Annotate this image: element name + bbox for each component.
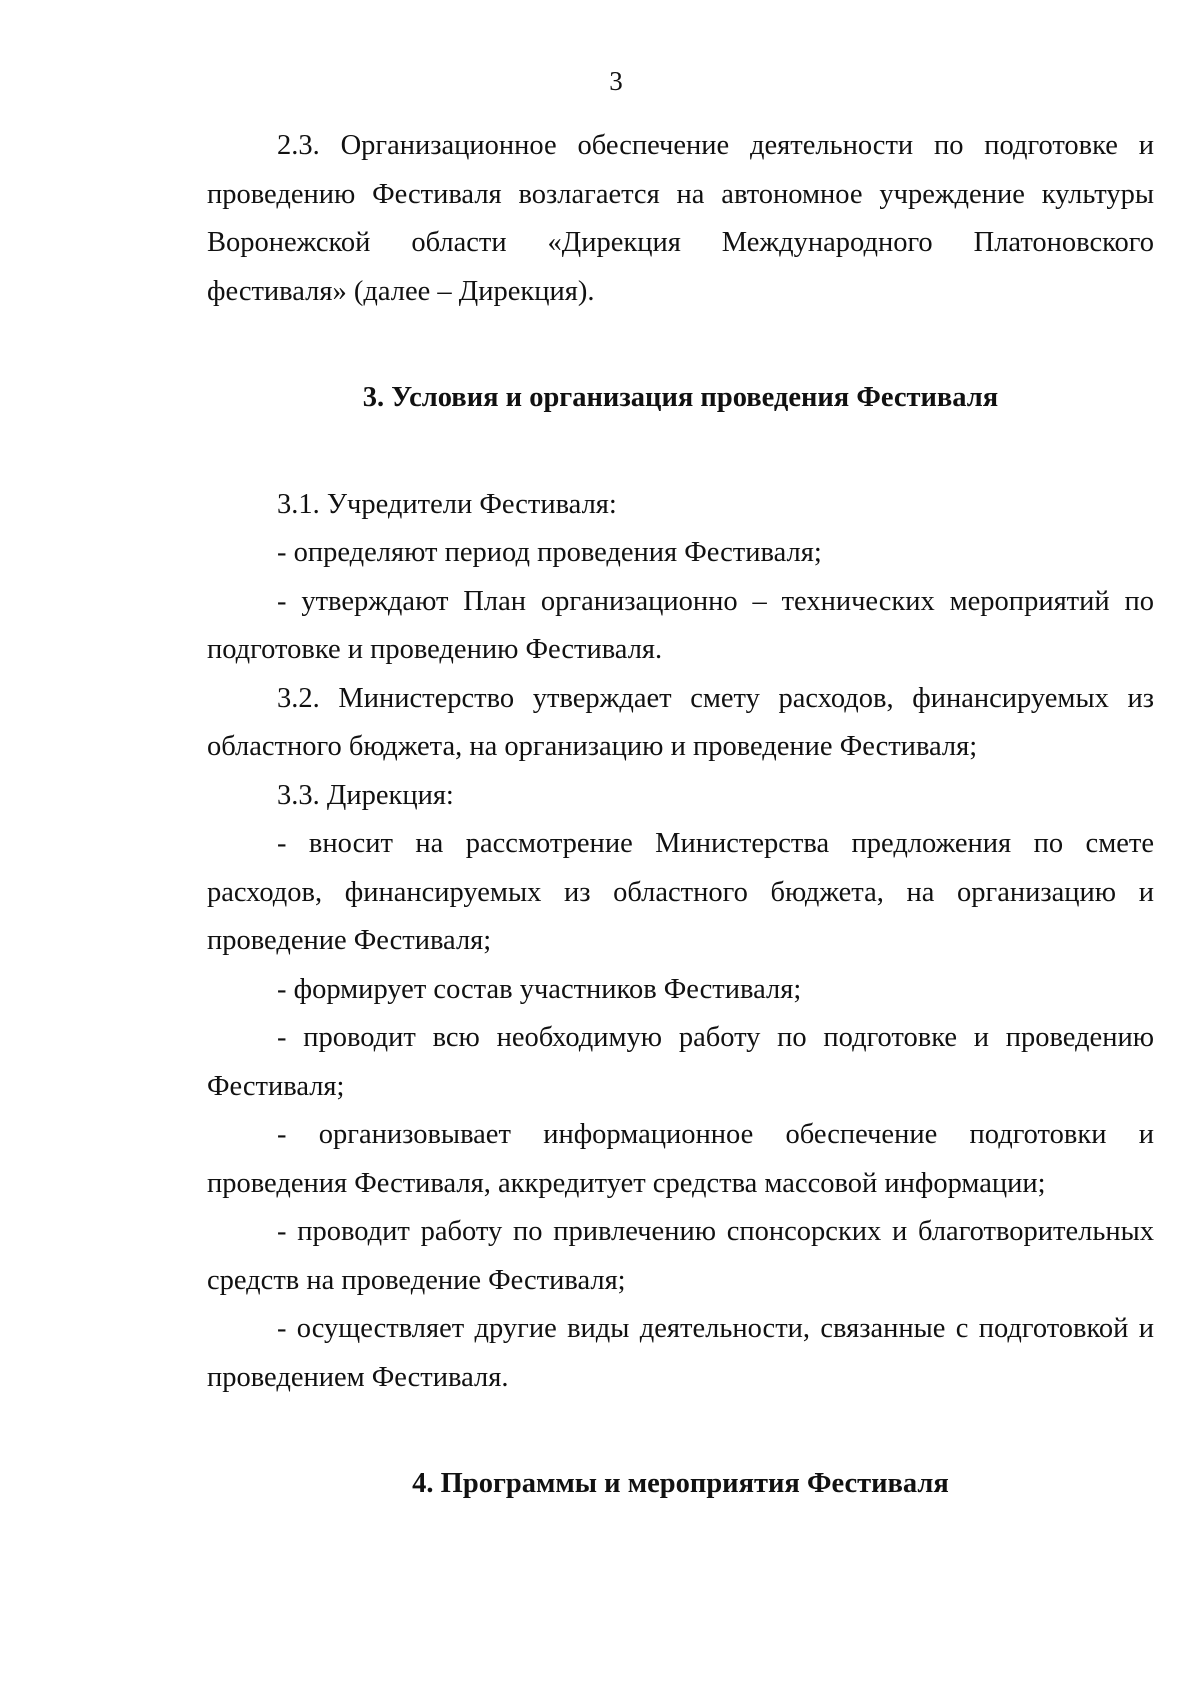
spacer	[207, 1402, 1154, 1460]
list-item-3-3-e: - проводит работу по привлечению спонсорских и благотворительных средств на проведение Фестиваля;	[207, 1216, 1154, 1296]
list-item-3-3-f: - осуществляет другие виды деятельности, связанные с подготовкой и проведением Фестиваля.	[207, 1313, 1154, 1393]
spacer	[207, 423, 1154, 481]
list-item-3-3-b: - формирует состав участников Фестиваля;	[277, 973, 802, 1005]
paragraph-3-3: 3.3. Дирекция:	[277, 779, 454, 811]
paragraph-2-3: 2.3. Организационное обеспечение деятельности по подготовке и проведению Фестиваля возлагается на автономное учреждение культуры Воронежской области «Дирекция Международного Платоновского фестиваля» (далее – Дирекция).	[207, 130, 1154, 307]
page-number: 3	[609, 66, 623, 96]
document-body	[207, 122, 1154, 1509]
list-item-3-3-a: - вносит на рассмотрение Министерства предложения по смете расходов, финансируемых из областного бюджета, на организацию и проведение Фестиваля;	[207, 828, 1154, 956]
paragraph-3-1: 3.1. Учредители Фестиваля:	[277, 488, 617, 520]
list-item-3-1-a: - определяют период проведения Фестиваля;	[277, 537, 822, 568]
list-item-3-1-b: - утверждают План организационно – технических мероприятий по подготовке и проведению Фестиваля.	[207, 585, 1154, 665]
paragraph-3-2: 3.2. Министерство утверждает смету расходов, финансируемых из областного бюджета, на организацию и проведение Фестиваля;	[207, 682, 1154, 762]
spacer	[207, 316, 1154, 374]
list-item-3-3-d: - организовывает информационное обеспечение подготовки и проведения Фестиваля, аккредитует средства массовой информации;	[207, 1119, 1154, 1199]
list-item-3-3-c: - проводит всю необходимую работу по подготовке и проведению Фестиваля;	[207, 1022, 1154, 1102]
section-4-heading: 4. Программы и мероприятия Фестиваля	[412, 1468, 949, 1499]
section-3-heading: 3. Условия и организация проведения Фестиваля	[362, 382, 999, 413]
